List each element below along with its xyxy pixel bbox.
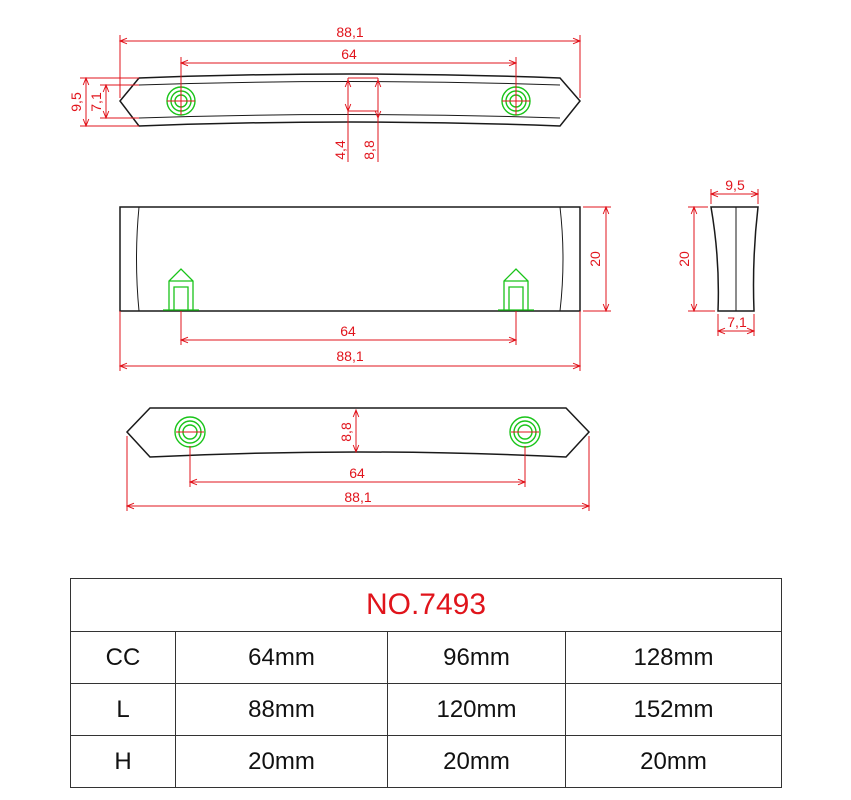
bottom-view xyxy=(127,408,589,511)
top-center-thickness-b: 8,8 xyxy=(361,140,377,160)
front-hole-spacing: 64 xyxy=(340,323,356,339)
front-view xyxy=(120,207,611,371)
spec-table xyxy=(70,578,782,788)
table-row xyxy=(71,632,782,684)
row-label: H xyxy=(71,736,176,788)
table-row xyxy=(71,736,782,788)
top-end-height-inner: 7,1 xyxy=(88,92,104,112)
row-label: CC xyxy=(71,632,176,684)
top-overall-length: 88,1 xyxy=(336,24,364,40)
table-cell: 20mm xyxy=(566,736,782,788)
front-view-outline xyxy=(120,207,580,311)
side-top-width: 9,5 xyxy=(725,177,745,193)
side-height: 20 xyxy=(676,251,692,267)
table-cell: 64mm xyxy=(176,632,388,684)
top-view-inner-line xyxy=(139,82,560,119)
table-cell: 96mm xyxy=(388,632,566,684)
bottom-hole-spacing: 64 xyxy=(349,465,365,481)
table-cell: 88mm xyxy=(176,684,388,736)
front-height: 20 xyxy=(587,251,603,267)
top-center-thickness-a: 4,4 xyxy=(332,140,348,160)
side-bottom-width: 7,1 xyxy=(727,314,747,330)
top-view xyxy=(68,24,580,162)
table-cell: 152mm xyxy=(566,684,782,736)
table-cell: 120mm xyxy=(388,684,566,736)
front-view-end-curves xyxy=(137,207,564,311)
table-row xyxy=(71,684,782,736)
front-view-screw-left xyxy=(163,269,199,310)
bottom-overall-length: 88,1 xyxy=(344,489,372,505)
table-cell: 128mm xyxy=(566,632,782,684)
top-hole-spacing: 64 xyxy=(341,46,357,62)
bottom-center-height: 8,8 xyxy=(338,422,354,442)
side-view-outline xyxy=(711,207,758,311)
spec-table-title-row xyxy=(71,579,782,632)
product-number: NO.7493 xyxy=(71,579,782,632)
top-end-height-outer: 9,5 xyxy=(68,92,84,112)
row-label: L xyxy=(71,684,176,736)
side-view xyxy=(676,177,758,336)
front-overall-length: 88,1 xyxy=(336,348,364,364)
table-cell: 20mm xyxy=(388,736,566,788)
table-cell: 20mm xyxy=(176,736,388,788)
front-view-screw-right xyxy=(498,269,534,310)
